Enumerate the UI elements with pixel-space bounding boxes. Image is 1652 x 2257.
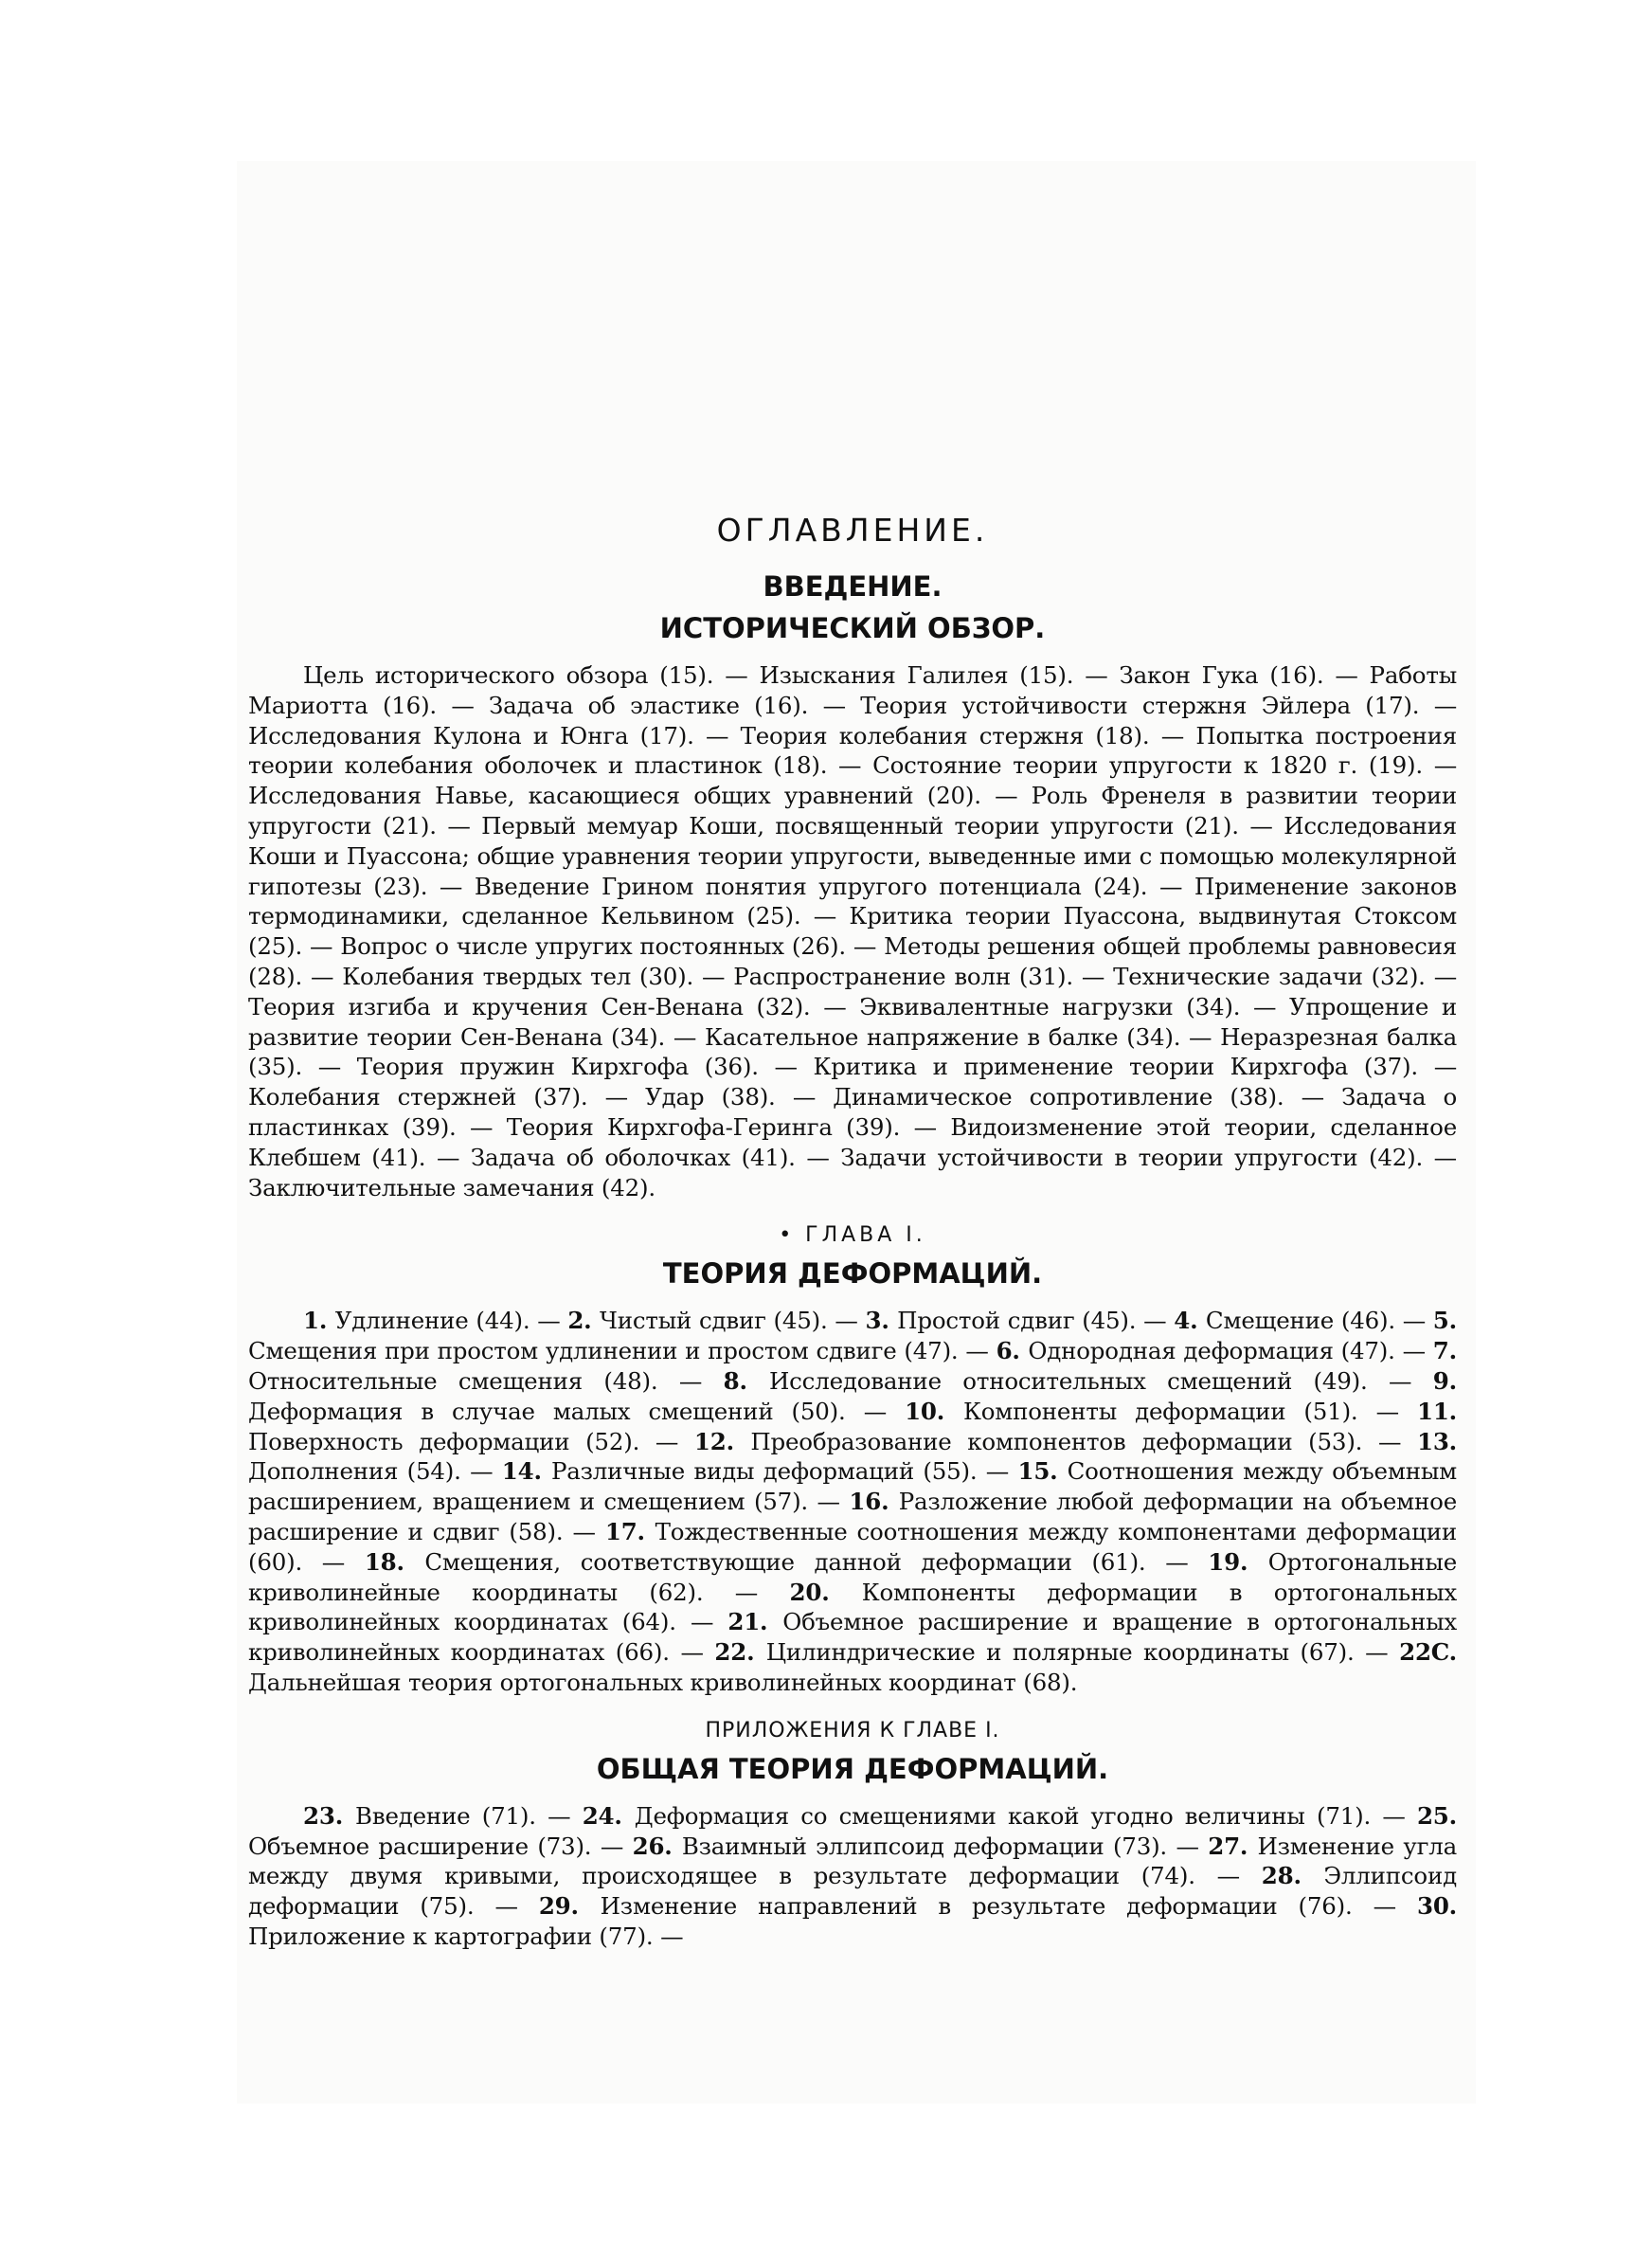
- section-number: 7.: [1432, 1337, 1457, 1365]
- section-number: 25.: [1416, 1801, 1457, 1830]
- chapter-1-label: • ГЛАВА I.: [779, 1223, 926, 1248]
- section-number: 17.: [604, 1517, 655, 1545]
- section-entry: Исследование относительных смещений (49). —: [769, 1366, 1433, 1395]
- section-number: 30.: [1416, 1892, 1458, 1921]
- section-number: 22C.: [1399, 1638, 1457, 1667]
- section-entry: Тождественные соотношения между компонентами деформации (60). —: [248, 1517, 1458, 1576]
- section-entry: Смещения, соответствующие данной деформации (61). —: [424, 1547, 1209, 1576]
- section-number: 15.: [1017, 1457, 1068, 1486]
- section-number: 20.: [789, 1578, 862, 1606]
- appendix-1-contents: [248, 1801, 1457, 1952]
- section-number: 28.: [1261, 1862, 1324, 1890]
- section-entry: Разложение любой деформации на объемное расширение и сдвиг (58). —: [248, 1488, 1457, 1545]
- section-number: 9.: [1432, 1366, 1457, 1395]
- section-entry: Приложение к картографии (77). —: [248, 1922, 684, 1950]
- section-number: 8.: [723, 1366, 769, 1395]
- section-number: 19.: [1208, 1547, 1268, 1576]
- section-entry: Объемное расширение и вращение в ортогональных криволинейных координатах (66). —: [248, 1608, 1457, 1667]
- section-entry: Различные виды деформаций (55). —: [550, 1457, 1018, 1486]
- historical-overview-heading: ИСТОРИЧЕСКИЙ ОБЗОР.: [659, 612, 1046, 644]
- section-entry: Чистый сдвиг (45). —: [600, 1307, 866, 1335]
- section-entry: Простой сдвиг (45). —: [897, 1307, 1175, 1335]
- section-entry: Изменение угла между двумя кривыми, происходящее в результате деформации (74). —: [248, 1832, 1457, 1890]
- section-entry: Ортогональные криволинейные координаты (62). —: [248, 1547, 1457, 1606]
- section-entry: Деформация в случае малых смещений (50). —: [248, 1397, 906, 1425]
- section-number: 11.: [1416, 1397, 1458, 1425]
- section-entry: Смещения при простом удлинении и простом сдвиге (47). —: [248, 1337, 997, 1365]
- table-of-contents-page: [248, 512, 1457, 1952]
- section-entry: Однородная деформация (47). —: [1028, 1337, 1433, 1365]
- section-entry: Объемное расширение (73). —: [248, 1832, 633, 1860]
- introduction-contents: Цель исторического обзора (15). — Изыскания Галилея (15). — Закон Гука (16). — Работы Мариотта (16). — Задача об эластике (16). — Теория устойчивости стержня Эйлера (17). — Исследования Кулона и Юнга (17). — Теория колебания стержня (18). — Попытка построения теории колебания оболочек и пластинок (18). — Состояние теории упругости к 1820 г. (19). — Исследования Навье, касающиеся общих уравнений (20). — Роль Френеля в развитии теории упругости (21). — Первый мемуар Коши, посвященный теории упругости (21). — Исследования Коши и Пуассона; общие уравнения теории упругости, выведенные ими с помощью молекулярной гипотезы (23). — Введение Грином понятия упругого потенциала (24). — Применение законов термодинамики, сделанное Кельвином (25). — Критика теории Пуассона, выдвинутая Стоксом (25). — Вопрос о числе упругих постоянных (26). — Методы решения общей проблемы равновесия (28). — Колебания твердых тел (30). — Распространение волн (31). — Технические задачи (32). — Теория изгиба и кручения Сен-Венана (32). — Эквивалентные нагрузки (34). — Упрощение и развитие теории Сен-Венана (34). — Касательное напряжение в балке (34). — Неразрезная балка (35). — Теория пружин Кирхгофа (36). — Критика и применение теории Кирхгофа (37). — Колебания стержней (37). — Удар (38). — Динамическое сопротивление (38). — Задача о пластинках (39). — Теория Кирхгофа-Геринга (39). — Видоизменение этой теории, сделанное Клебшем (41). — Задача об оболочках (41). — Задачи устойчивости в теории упругости (42). — Заключительные замечания (42).: [248, 661, 1457, 1201]
- section-number: 4.: [1174, 1307, 1206, 1335]
- section-number: 14.: [501, 1457, 551, 1486]
- section-number: 12.: [693, 1427, 751, 1455]
- section-entry: Смещение (46). —: [1205, 1307, 1433, 1335]
- section-entry: Эллипсоид деформации (75). —: [248, 1862, 1457, 1921]
- section-number: 1.: [303, 1307, 335, 1335]
- appendix-1-label: ПРИЛОЖЕНИЯ К ГЛАВЕ I.: [705, 1718, 1000, 1742]
- section-entry: Взаимный эллипсоид деформации (73). —: [681, 1832, 1209, 1860]
- section-entry: Относительные смещения (48). —: [248, 1366, 724, 1395]
- section-entry: Цилиндрические и полярные координаты (67). —: [765, 1638, 1400, 1667]
- section-number: 26.: [632, 1832, 682, 1860]
- section-number: 27.: [1208, 1832, 1258, 1860]
- section-number: 16.: [849, 1488, 899, 1516]
- section-entry: Введение (71). —: [355, 1801, 583, 1830]
- section-entry: Соотношения между объемным расширением, вращением и смещением (57). —: [248, 1457, 1457, 1516]
- section-number: 21.: [727, 1608, 783, 1636]
- page-title: ОГЛАВЛЕНИЕ.: [716, 512, 989, 549]
- section-entry: Дальнейшая теория ортогональных криволинейных координат (68).: [248, 1668, 1078, 1696]
- section-number: 29.: [538, 1892, 601, 1921]
- introduction-section: [248, 566, 1457, 1202]
- section-number: 6.: [996, 1337, 1029, 1365]
- section-number: 2.: [567, 1307, 601, 1335]
- section-number: 5.: [1432, 1307, 1457, 1335]
- section-number: 10.: [905, 1397, 963, 1425]
- section-entry: Преобразование компонентов деформации (53). —: [750, 1427, 1417, 1455]
- section-entry: Изменение направлений в результате деформации (76). —: [600, 1892, 1417, 1921]
- section-entry: Деформация со смещениями какой угодно величины (71). —: [634, 1801, 1417, 1830]
- section-number: 3.: [865, 1307, 898, 1335]
- section-number: 24.: [582, 1801, 635, 1830]
- chapter-1-contents: [248, 1306, 1457, 1697]
- appendix-1-heading: ОБЩАЯ ТЕОРИЯ ДЕФОРМАЦИЙ.: [596, 1752, 1109, 1785]
- section-entry: Компоненты деформации в ортогональных криволинейных координатах (64). —: [248, 1578, 1458, 1636]
- introduction-heading: ВВЕДЕНИЕ.: [763, 570, 943, 603]
- section-number: 13.: [1416, 1427, 1457, 1455]
- section-entry: Поверхность деформации (52). —: [248, 1427, 694, 1455]
- section-number: 22.: [714, 1638, 766, 1667]
- chapter-1-heading: ТЕОРИЯ ДЕФОРМАЦИЙ.: [662, 1257, 1043, 1291]
- section-entry: Дополнения (54). —: [248, 1457, 502, 1486]
- section-entry: Удлинение (44). —: [334, 1307, 568, 1335]
- section-number: 18.: [364, 1547, 425, 1576]
- section-entry: Компоненты деформации (51). —: [962, 1397, 1417, 1425]
- section-number: 23.: [303, 1801, 356, 1830]
